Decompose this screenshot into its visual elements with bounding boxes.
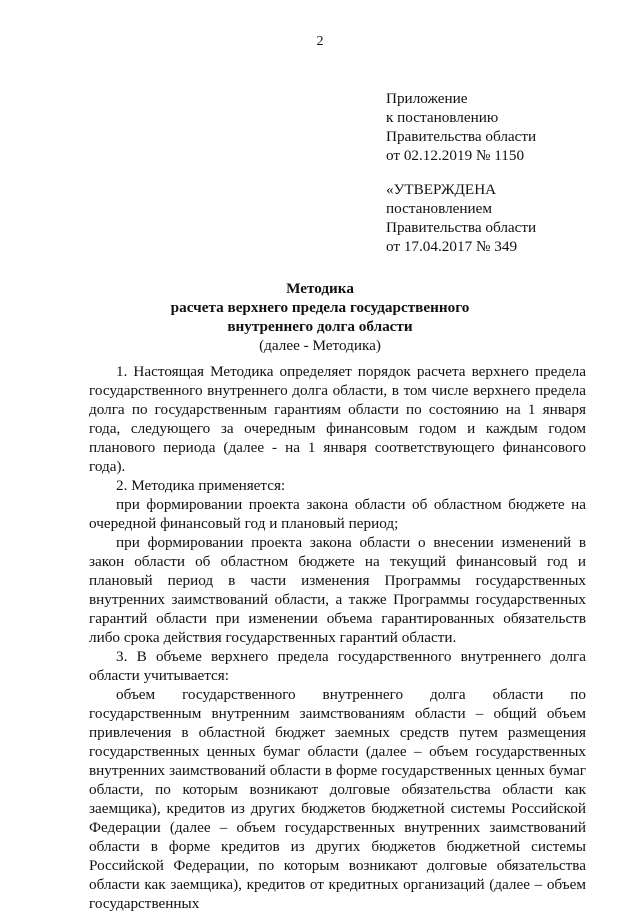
paragraph: 3. В объеме верхнего предела государственного внутреннего долга области учитывается: <box>89 648 586 684</box>
approved-line: от 17.04.2017 № 349 <box>386 238 518 255</box>
approved-block <box>386 180 626 256</box>
paragraph: 1. Настоящая Методика определяет порядок расчета верхнего предела государственного внутреннего долга области, в том числе верхнего предела долга по государственным гарантиям области по состоянию на 1 января года, следующего за очередным финансовым годом и каждым годом планового периода (далее - на 1 января соответствующего финансового года). <box>89 363 586 475</box>
page-number: 2 <box>316 34 324 49</box>
document-title <box>0 279 640 355</box>
approved-line: постановлением <box>386 200 493 217</box>
appendix-line: от 02.12.2019 № 1150 <box>386 147 525 164</box>
paragraph: при формировании проекта закона области о внесении изменений в закон области об областном бюджете на текущий финансовый год и плановый период в части изменения Программы государственных внутренних заимствований области, а также Программы государственных гарантий области при изменении объема гарантированных обязательств либо срока действия государственных гарантий области. <box>89 534 586 646</box>
document-body <box>89 362 586 913</box>
paragraph: 2. Методика применяется: <box>116 477 286 494</box>
approved-line: «УТВЕРЖДЕНА <box>386 181 497 198</box>
appendix-line: Правительства области <box>386 128 537 145</box>
appendix-line: к постановлению <box>386 109 499 126</box>
title-subtitle: (далее - Методика) <box>259 337 381 354</box>
title-line: расчета верхнего предела государственного <box>170 299 470 316</box>
appendix-block <box>386 89 626 165</box>
title-line: Методика <box>286 280 354 297</box>
approved-line: Правительства области <box>386 219 537 236</box>
appendix-line: Приложение <box>386 90 468 107</box>
paragraph: объем государственного внутреннего долга области по государственным внутренним заимствованиям области – общий объем привлечения в областной бюджет заемных средств путем размещения государственных ценных бумаг области (далее – объем государственных внутренних заимствований области в форме государственных ценных бумаг области, по которым возникают долговые обязательства области как заемщика), кредитов из других бюджетов бюджетной системы Российской Федерации (далее – объем государственных внутренних заимствований области в форме кредитов из других бюджетов бюджетной системы Российской Федерации, по которым возникают долговые обязательства области как заемщика), кредитов от кредитных организаций (далее – объем государственных <box>89 686 586 912</box>
title-line: внутреннего долга области <box>227 318 413 335</box>
paragraph: при формировании проекта закона области об областном бюджете на очередной финансовый год и плановый период; <box>89 496 586 532</box>
